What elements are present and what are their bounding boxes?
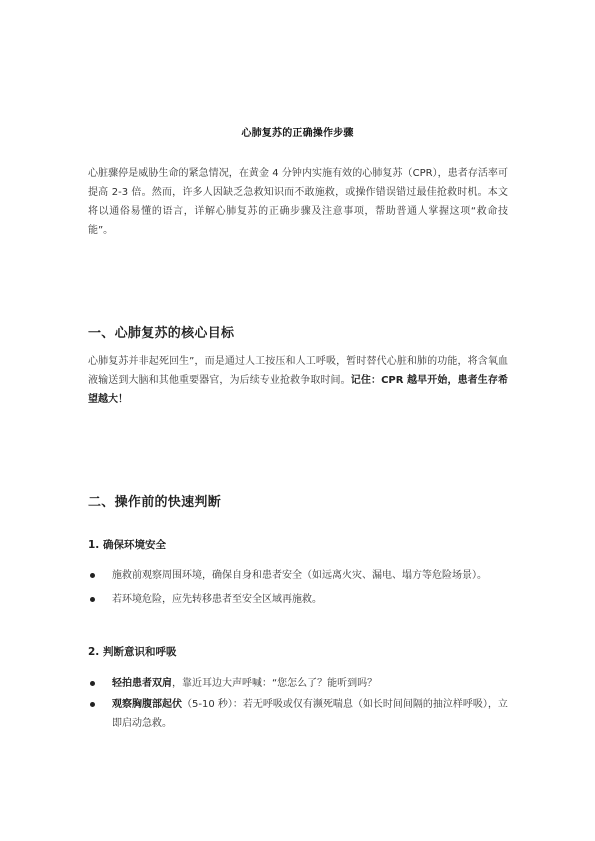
list-item-lead: 观察胸腹部起伏 [112,699,182,710]
section-1-text: 心肺复苏并非起死回生”，而是通过人工按压和人工呼吸，暂时替代心脏和肺的功能，将含氧血液输送到大脑和其他重要器官，为后续专业抢救争取时间。 [88,356,508,386]
list-item [88,590,508,609]
section-2-heading: 二、操作前的快速判断 [88,495,222,510]
section-1-paragraph [88,352,508,409]
subsection-1-list [88,566,508,614]
list-item-text: ，靠近耳边大声呼喊：“您怎么了？能听到吗？ [172,678,378,689]
list-item-text: 施救前观察周围环境，确保自身和患者安全（如远离火灾、漏电、塌方等危险场景）。 [112,570,487,581]
document-title: 心肺复苏的正确操作步骤 [241,128,354,139]
bullet-icon [90,681,95,686]
list-item-text: （5-10 秒）：若无呼吸或仅有濒死喘息（如长时间间隔的抽泣样呼吸），立即启动急救。 [112,699,508,729]
section-1-emphasis: 记住：CPR 越早开始，患者生存希望越大！ [88,375,508,405]
subsection-2-list [88,674,508,735]
list-item [88,566,508,585]
subsection-2-heading: 2. 判断意识和呼吸 [88,646,177,658]
bullet-icon [90,597,95,602]
list-item [88,695,508,733]
list-item-lead: 轻拍患者双肩 [112,678,172,689]
bullet-icon [90,702,95,707]
list-item-text: 若环境危险，应先转移患者至安全区域再施救。 [112,594,322,605]
list-item [88,674,508,693]
subsection-1-heading: 1. 确保环境安全 [88,539,166,551]
bullet-icon [90,573,95,578]
section-1-heading: 一、心肺复苏的核心目标 [88,326,235,341]
intro-paragraph: 心脏骤停是威胁生命的紧急情况，在黄金 4 分钟内实施有效的心肺复苏（CPR），患者存活率可提高 2-3 倍。然而，许多人因缺乏急救知识而不敢施救，或操作错误错过最佳抢救时机。本文将以通俗易懂的语言，详解心肺复苏的正确步骤及注意事项，帮助普通人掌握这项“救命技能”。 [88,168,508,236]
